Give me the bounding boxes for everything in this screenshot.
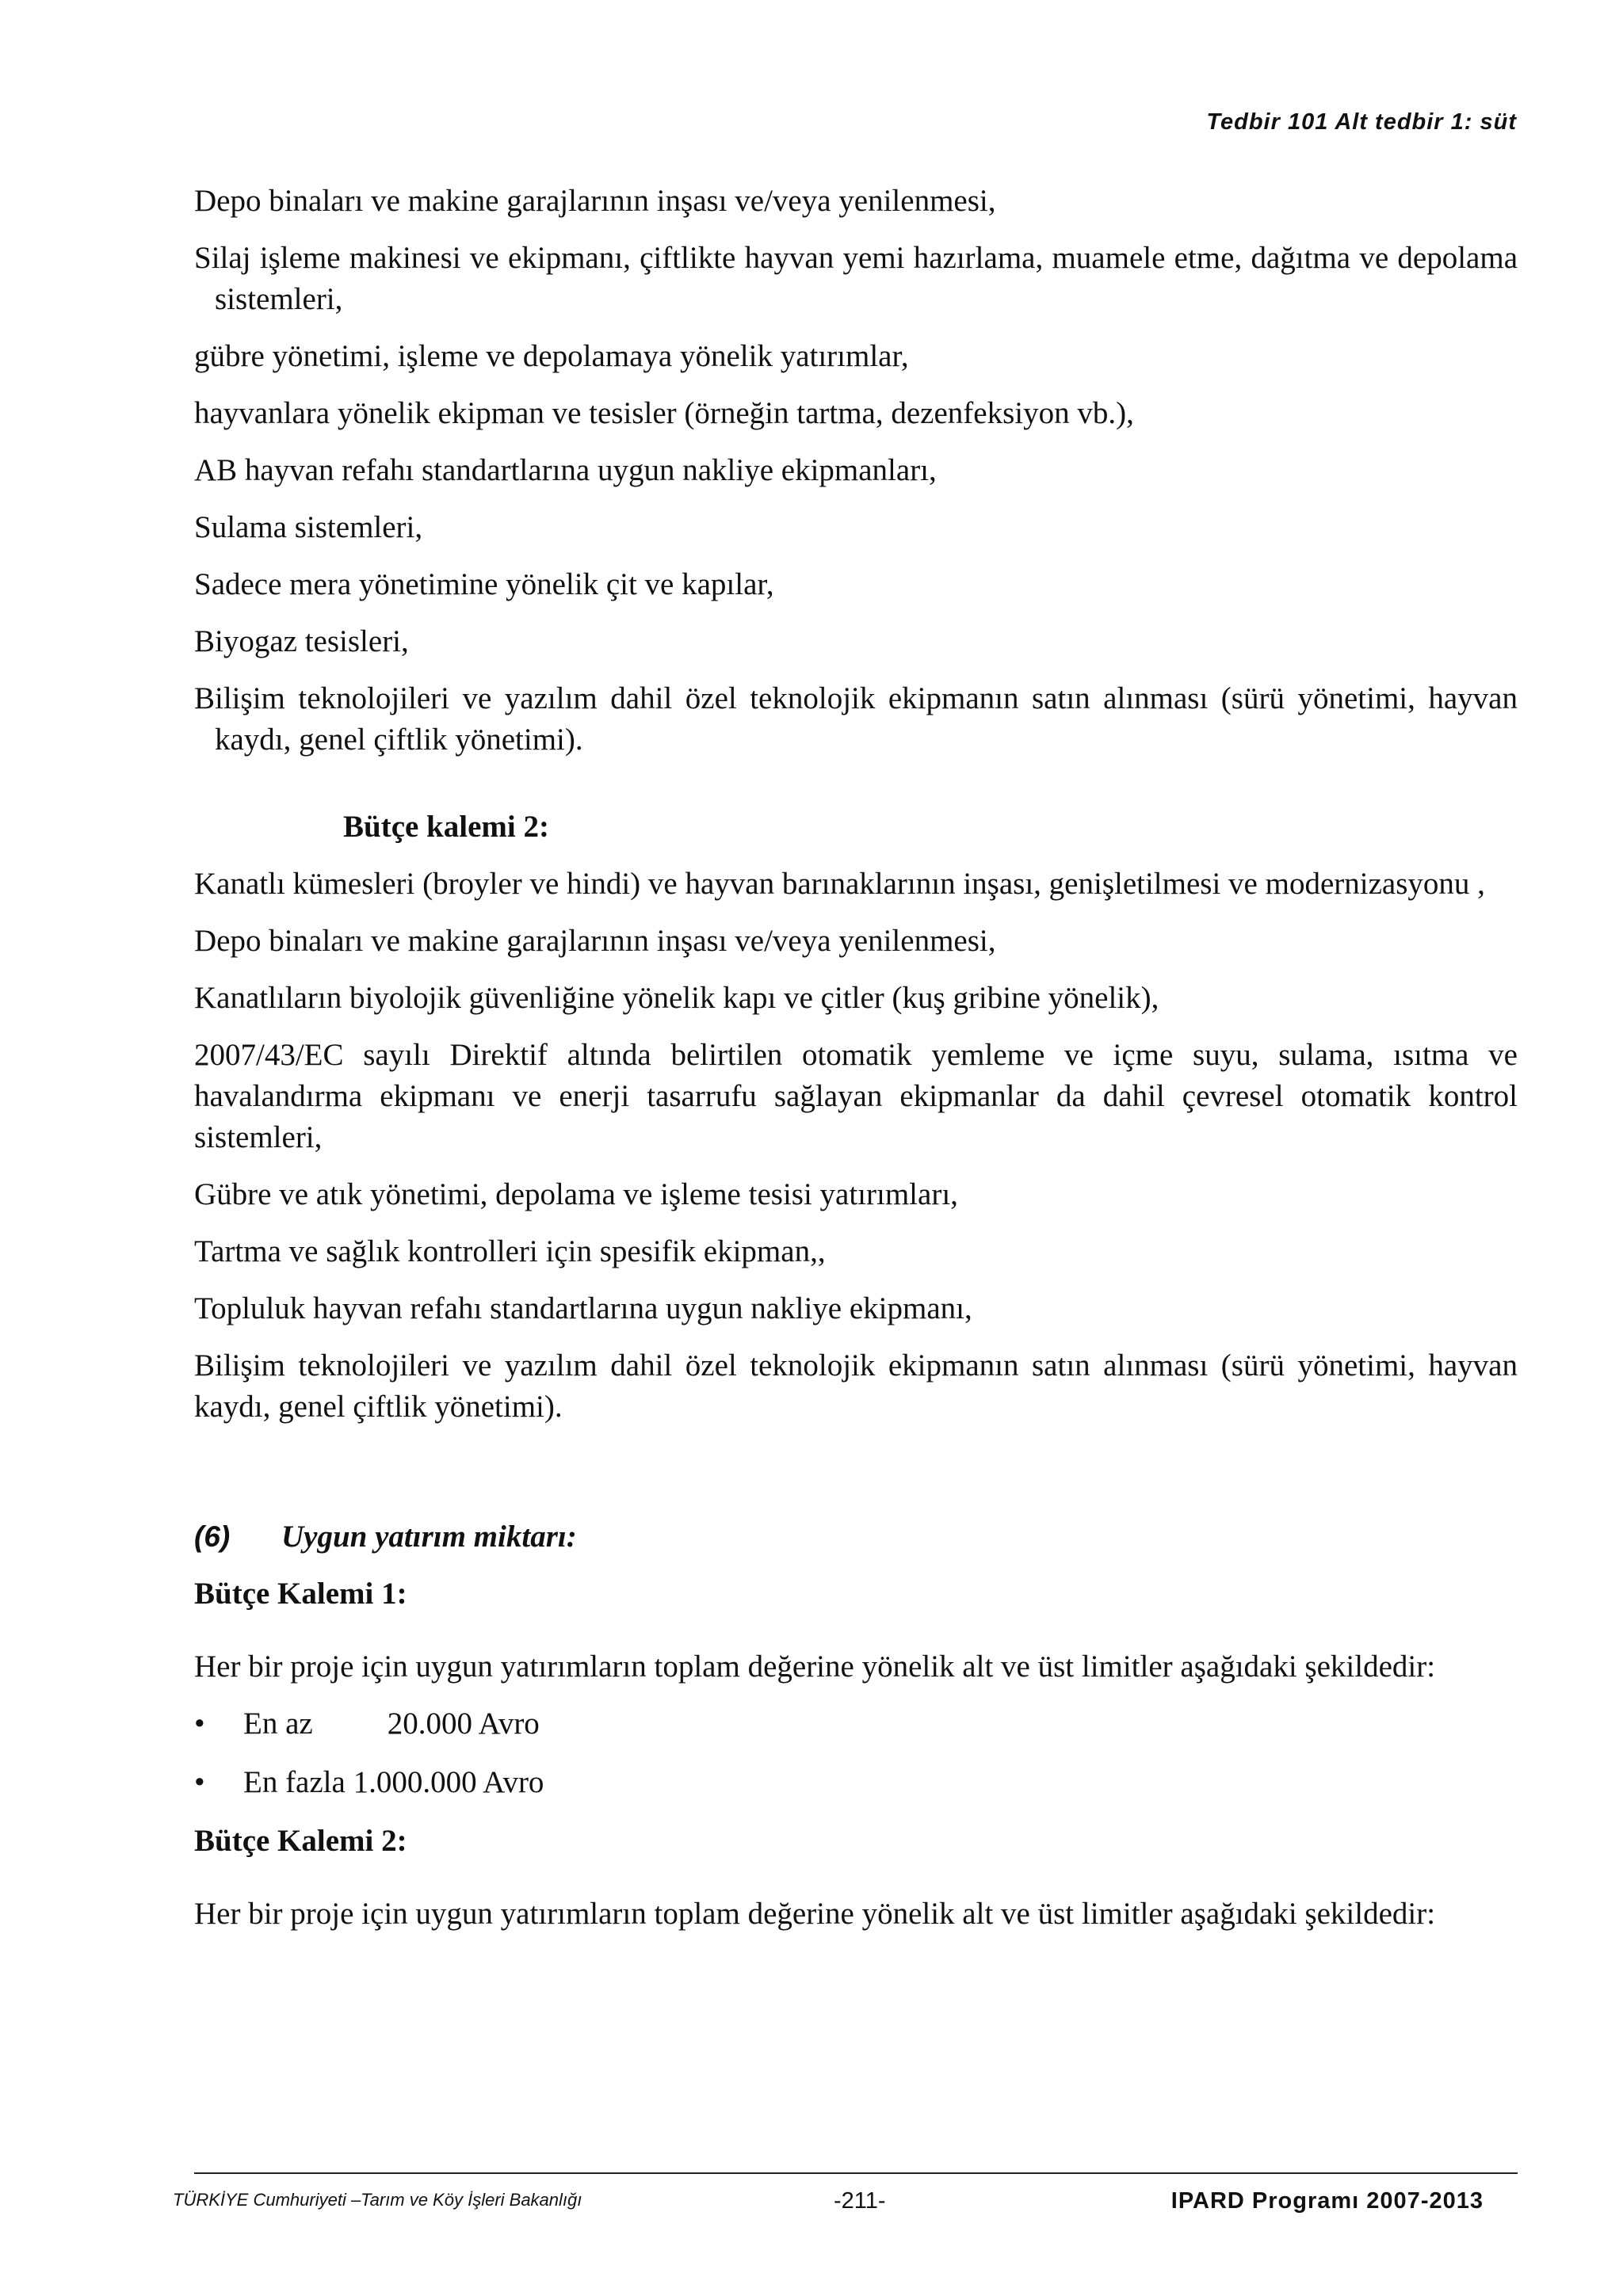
list-item: Sadece mera yönetimine yönelik çit ve kapılar, (194, 567, 774, 601)
budget-2-heading: Bütçe Kalemi 2: (194, 1824, 407, 1858)
list-item: Topluluk hayvan refahı standartlarına uygun nakliye ekipmanı, (194, 1291, 972, 1325)
section-number: (6) (194, 1520, 231, 1553)
footer-program: IPARD Programı 2007-2013 (1170, 2188, 1484, 2214)
budget-2-text: Her bir proje için uygun yatırımların toplam değerine yönelik alt ve üst limitler aşağıdaki şekildedir: (194, 1897, 1436, 1931)
list-item: 2007/43/EC sayılı Direktif altında belirtilen otomatik yemleme ve içme suyu, sulama, ısıtma ve havalandırma ekipmanı ve enerji tasarrufu sağlayan ekipmanlar da dahil çevresel otomatik kontrol sistemleri, (194, 1038, 1518, 1154)
footer-ministry: TÜRKİYE Cumhuriyeti –Tarım ve Köy İşleri Bakanlığı (173, 2190, 582, 2210)
running-header: Tedbir 101 Alt tedbir 1: süt (1206, 109, 1517, 135)
list-item: Kanatlı kümesleri (broyler ve hindi) ve hayvan barınaklarının inşası, genişletilmesi ve modernizasyonu , (194, 867, 1485, 901)
bullet-icon: • (194, 1765, 205, 1799)
budget-1-heading: Bütçe Kalemi 1: (194, 1577, 407, 1611)
list-item: Bilişim teknolojileri ve yazılım dahil özel teknolojik ekipmanın satın alınması (sürü yönetimi, hayvan kaydı, genel çiftlik yönetimi). (194, 1348, 1518, 1424)
bullet-max-text: En fazla 1.000.000 Avro (243, 1765, 544, 1799)
bullet-icon: • (194, 1707, 205, 1741)
bullet-min-label: En az (243, 1707, 313, 1741)
budget-1-text: Her bir proje için uygun yatırımların toplam değerine yönelik alt ve üst limitler aşağıdaki şekildedir: (194, 1650, 1436, 1684)
bullet-min-value: 20.000 Avro (387, 1707, 540, 1741)
section-title: Uygun yatırım miktarı: (281, 1520, 577, 1554)
list-item: Silaj işleme makinesi ve ekipmanı, çiftlikte hayvan yemi hazırlama, muamele etme, dağıtma ve depolama sistemleri, (194, 241, 1518, 316)
list-item: Depo binaları ve makine garajlarının inşası ve/veya yenilenmesi, (194, 184, 996, 218)
bullet-max (194, 1762, 1518, 1803)
list-item: Gübre ve atık yönetimi, depolama ve işleme tesisi yatırımları, (194, 1177, 958, 1211)
list-item: Tartma ve sağlık kontrolleri için spesifik ekipman,, (194, 1234, 826, 1268)
list-item: AB hayvan refahı standartlarına uygun nakliye ekipmanları, (194, 453, 937, 487)
page-body (194, 181, 1518, 1951)
section-6-heading (194, 1516, 1518, 1558)
budget-item-2-heading: Bütçe kalemi 2: (343, 810, 549, 844)
list-item: Biyogaz tesisleri, (194, 624, 409, 658)
list-item: Bilişim teknolojileri ve yazılım dahil özel teknolojik ekipmanın satın alınması (sürü yönetimi, hayvan kaydı, genel çiftlik yönetimi). (194, 681, 1518, 757)
bullet-min (194, 1703, 1518, 1745)
list-item: Depo binaları ve makine garajlarının inşası ve/veya yenilenmesi, (194, 924, 996, 958)
footer-divider (194, 2172, 1518, 2174)
list-item: gübre yönetimi, işleme ve depolamaya yönelik yatırımlar, (194, 339, 909, 373)
page-number: -211- (834, 2188, 886, 2214)
list-item: hayvanlara yönelik ekipman ve tesisler (örneğin tartma, dezenfeksiyon vb.), (194, 396, 1134, 430)
list-item: Sulama sistemleri, (194, 510, 423, 544)
list-item: Kanatlıların biyolojik güvenliğine yönelik kapı ve çitler (kuş gribine yönelik), (194, 981, 1159, 1015)
